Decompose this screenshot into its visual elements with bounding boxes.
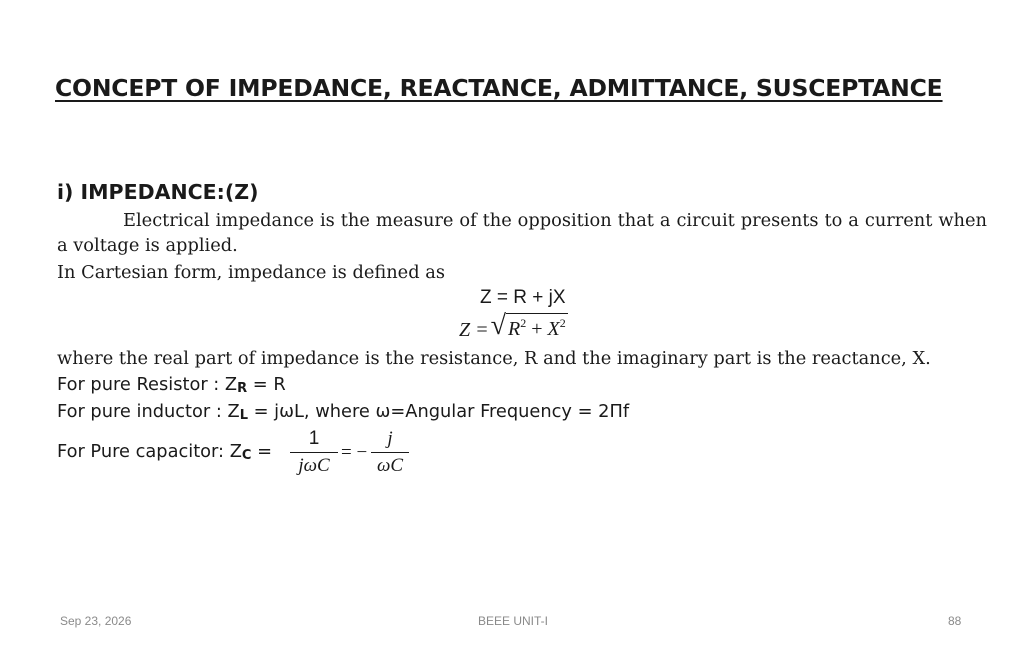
- cartesian-intro: In Cartesian form, impedance is defined as: [57, 262, 445, 283]
- slide-title: CONCEPT OF IMPEDANCE, REACTANCE, ADMITTANCE, SUSCEPTANCE: [55, 74, 943, 102]
- radicand: [506, 313, 568, 339]
- impedance-equation: Z = R + jX: [480, 287, 566, 308]
- capacitor-middle-sign: = −: [341, 442, 368, 463]
- fraction-2-numerator: j: [387, 428, 393, 449]
- inductor-line: [57, 403, 629, 422]
- fraction-1-numerator: 1: [308, 428, 320, 449]
- capacitor-subscript: C: [241, 448, 252, 463]
- section-heading: i) IMPEDANCE:(Z): [57, 180, 259, 204]
- eq2-lhs: Z =: [459, 319, 489, 341]
- resistor-label: For pure Resistor : Z: [57, 374, 238, 395]
- page-number: 88: [948, 614, 962, 628]
- fraction-1-denominator: jωC: [290, 452, 338, 477]
- capacitor-fraction-1: [290, 428, 338, 477]
- resistor-subscript: R: [237, 381, 248, 396]
- inductor-label: For pure inductor : Z: [57, 401, 240, 422]
- capacitor-equals: =: [251, 441, 272, 462]
- footer-title: BEEE UNIT-I: [478, 614, 549, 628]
- impedance-magnitude-equation: [459, 312, 568, 340]
- footer-date: Sep 23, 2026: [60, 614, 132, 628]
- capacitor-line: [57, 443, 272, 462]
- eq2-term-r: R: [508, 318, 521, 340]
- capacitor-label: For Pure capacitor: Z: [57, 441, 242, 462]
- resistor-line: [57, 376, 286, 395]
- definition-paragraph: Electrical impedance is the measure of the opposition that a circuit presents to a current when a voltage is applied.: [57, 210, 987, 256]
- inductor-subscript: L: [239, 408, 248, 423]
- eq2-term-x: X: [547, 318, 560, 340]
- fraction-2-denominator: ωC: [371, 452, 409, 477]
- capacitor-fraction-2: [371, 428, 409, 477]
- eq2-power-x: 2: [559, 316, 566, 330]
- inductor-value: = jωL, where ω=Angular Frequency = 2Πf: [247, 401, 630, 422]
- eq2-plus: +: [526, 318, 548, 340]
- square-root-icon: √: [490, 310, 506, 341]
- resistor-value: = R: [247, 374, 286, 395]
- eq2-power-r: 2: [520, 316, 527, 330]
- real-imaginary-explanation: where the real part of impedance is the resistance, R and the imaginary part is the reactance, X.: [57, 348, 931, 369]
